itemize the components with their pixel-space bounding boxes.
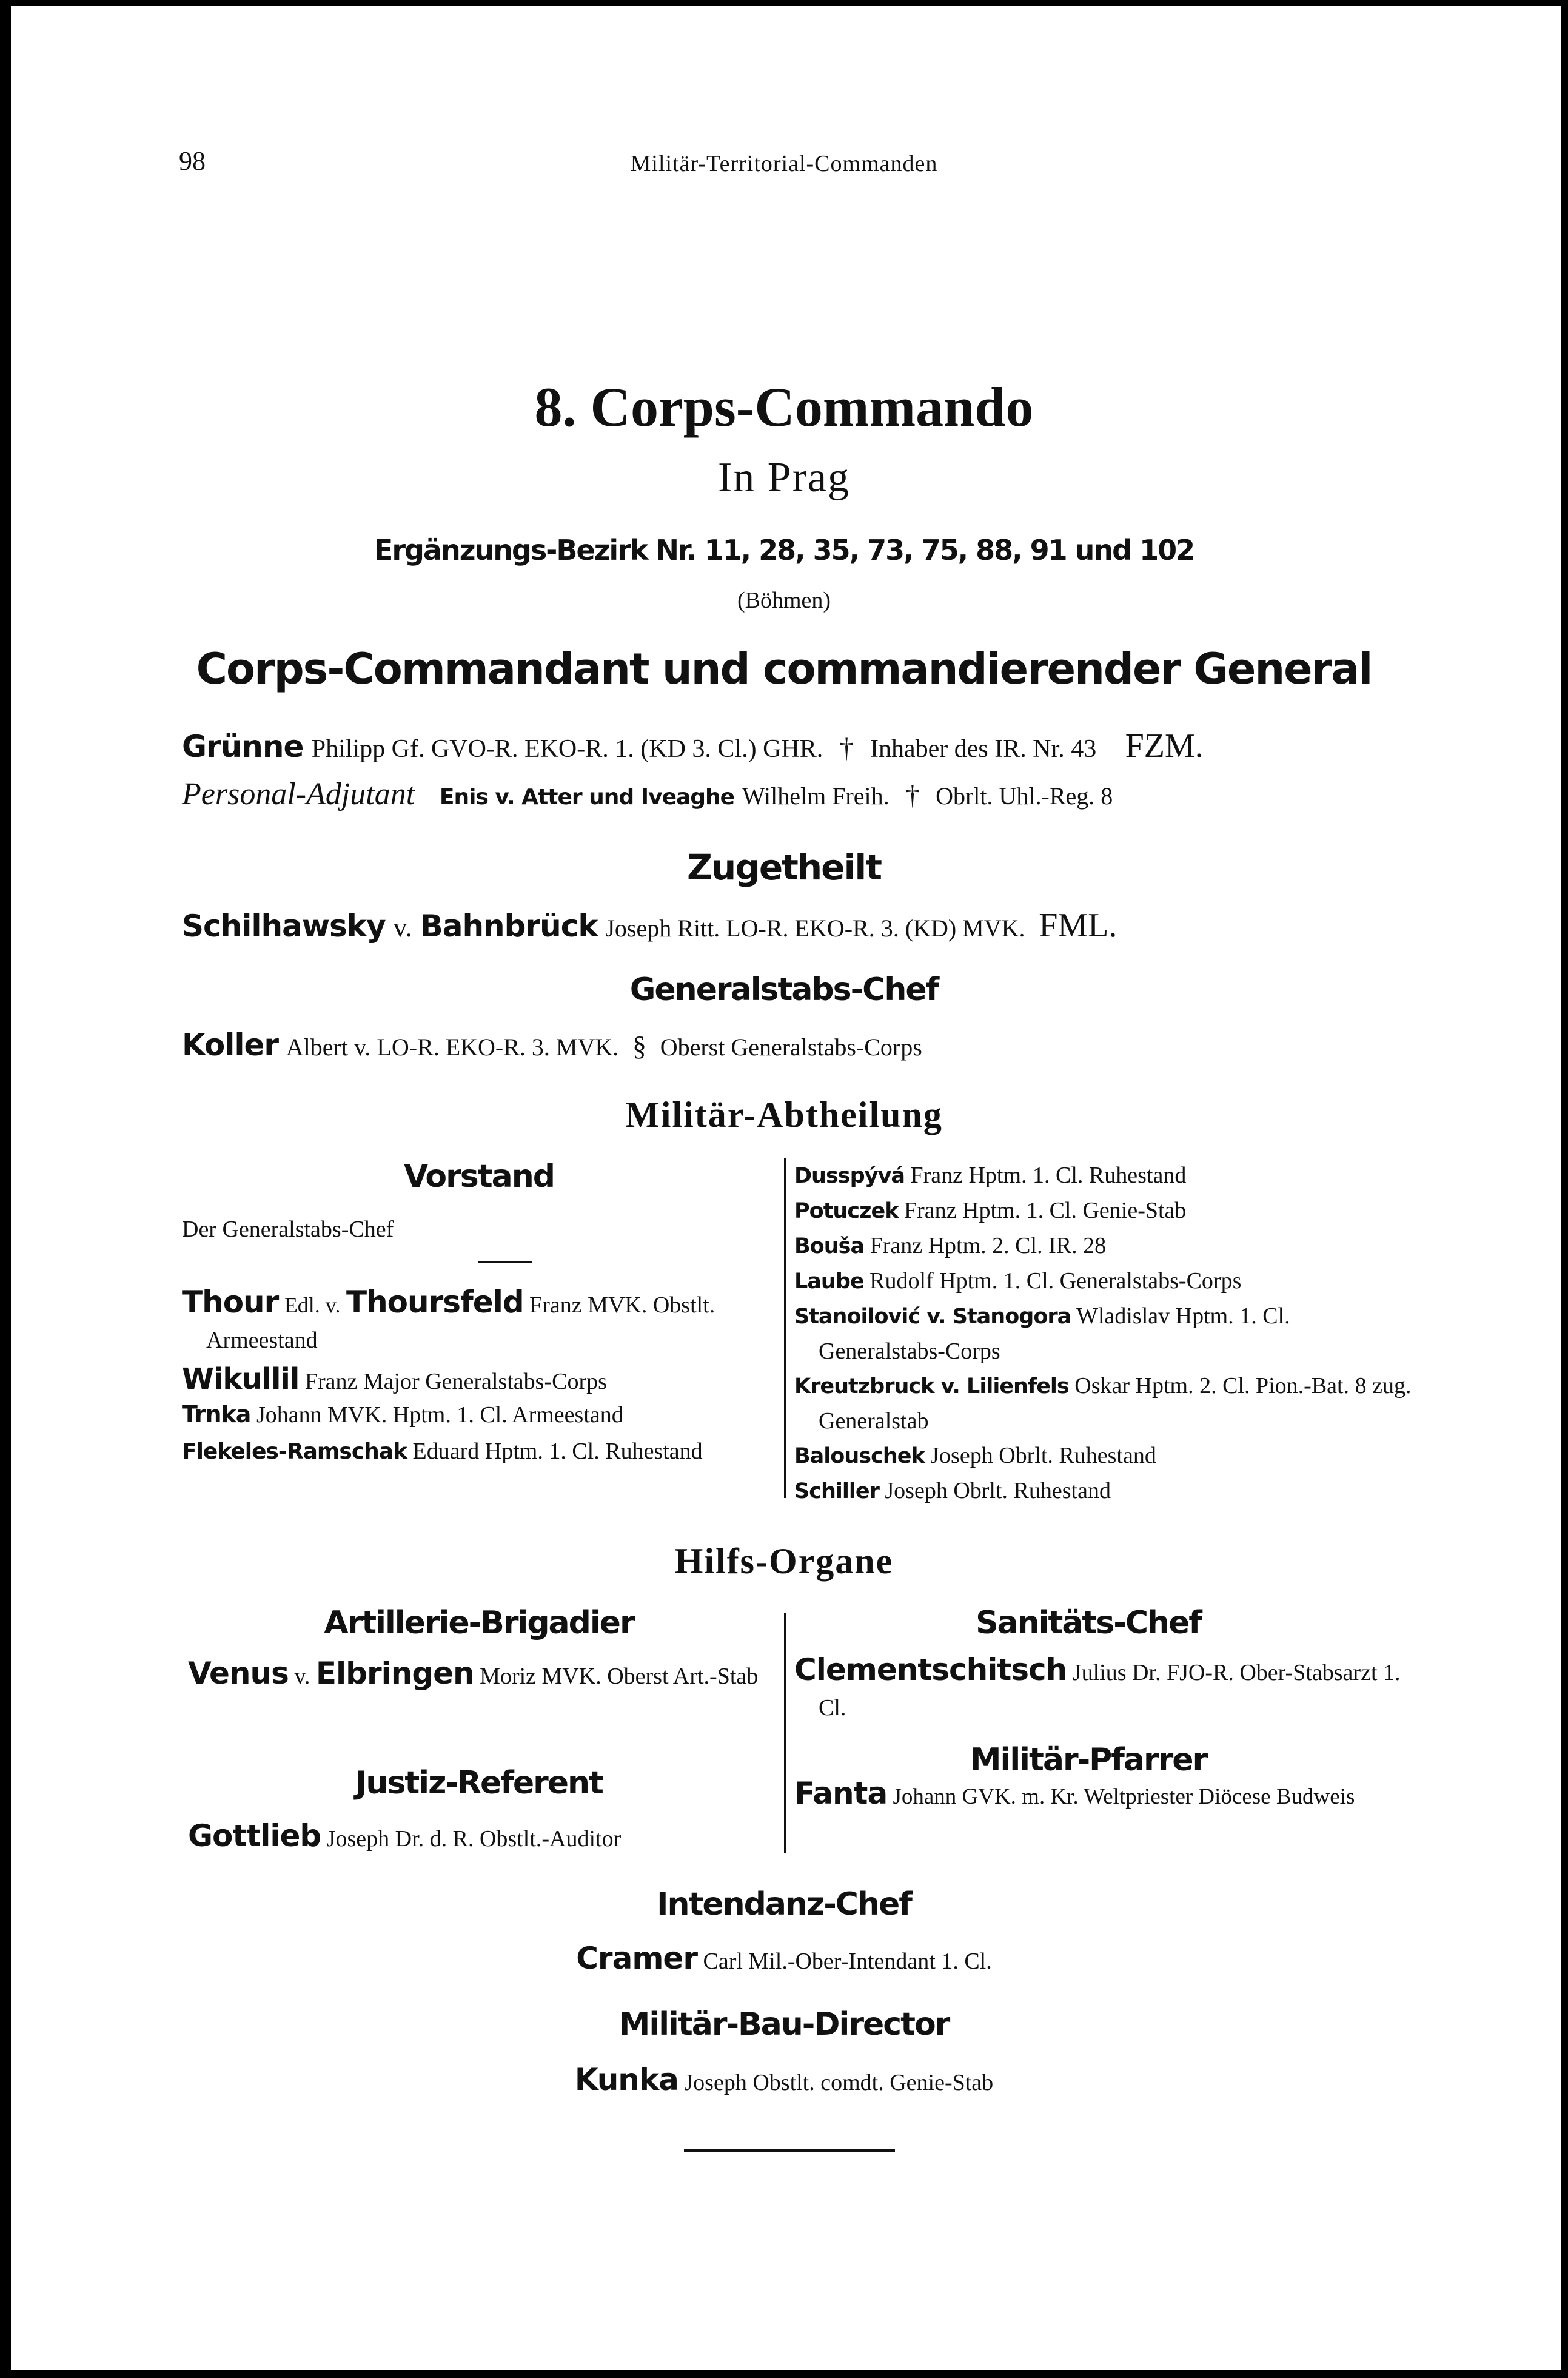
- entry-text: Franz MVK. Obstlt. Armeestand: [206, 1292, 715, 1353]
- entry-text: Rudolf Hptm. 1. Cl. Generalstabs-Corps: [869, 1268, 1242, 1294]
- intendant-entry: [0, 1941, 1568, 1976]
- commander-rank: FZM.: [1125, 727, 1204, 765]
- adjutant-entry: [182, 776, 1113, 812]
- page-title: 8. Corps-Commando: [534, 376, 1034, 438]
- entry-name: Kunka: [574, 2062, 678, 2097]
- aux-heading: Hilfs-Organe: [674, 1541, 894, 1581]
- commander-entry: [182, 727, 1204, 765]
- entry-text: Julius Dr. FJO-R. Ober-Stabsarzt 1. Cl.: [819, 1660, 1401, 1721]
- attached-details: Joseph Ritt. LO-R. EKO-R. 3. (KD) MVK.: [605, 915, 1025, 942]
- list-item: [182, 1401, 623, 1428]
- entry-name: Thour: [182, 1285, 279, 1320]
- list-item: [794, 1299, 1413, 1369]
- artillery-entry: [188, 1656, 794, 1694]
- chief-of-staff-heading: Generalstabs-Chef: [629, 972, 939, 1008]
- entry-name: Clementschitsch: [794, 1652, 1067, 1687]
- column-divider: [784, 1613, 786, 1853]
- entry-name: Cramer: [576, 1941, 697, 1976]
- adjutant-name: Enis v. Atter und Iveaghe: [439, 785, 735, 810]
- artillery-heading: Artillerie-Brigadier: [324, 1605, 634, 1641]
- chief-of-staff-name: Koller: [182, 1027, 279, 1063]
- entry-name: Wikullil: [182, 1362, 300, 1396]
- cross-icon: †: [839, 732, 854, 763]
- entry-text: Joseph Dr. d. R. Obstlt.-Auditor: [326, 1826, 622, 1852]
- entry-text: Moriz MVK. Oberst Art.-Stab: [480, 1664, 759, 1689]
- entry-name: Schiller: [794, 1479, 879, 1503]
- name-particle: Edl. v.: [284, 1293, 341, 1317]
- list-item: [182, 1434, 803, 1469]
- page-number: 98: [179, 146, 206, 176]
- justice-entry: [188, 1818, 621, 1853]
- entry-text: Franz Hptm. 1. Cl. Genie-Stab: [903, 1198, 1187, 1223]
- adjutant-label: Personal-Adjutant: [182, 777, 415, 811]
- attached-name: Schilhawsky: [182, 909, 386, 944]
- list-item: [794, 1474, 1413, 1509]
- entry-text: Carl Mil.-Ober-Intendant 1. Cl.: [703, 1949, 992, 1974]
- entry-text: Eduard Hptm. 1. Cl. Ruhestand: [412, 1439, 703, 1464]
- entry-name: Kreutzbruck v. Lilienfels: [794, 1374, 1069, 1399]
- list-item: [794, 1369, 1413, 1439]
- entry-name: Fanta: [794, 1776, 888, 1811]
- chief-of-staff-details: Albert v. LO-R. EKO-R. 3. MVK.: [286, 1033, 619, 1061]
- running-title: Militär-Territorial-Commanden: [630, 151, 938, 176]
- name-particle: v.: [393, 912, 412, 942]
- region-label: (Böhmen): [737, 588, 831, 613]
- entry-text: Joseph Obrlt. Ruhestand: [930, 1443, 1156, 1468]
- sanitary-entry: [794, 1652, 1407, 1725]
- list-item: [794, 1158, 1413, 1194]
- commander-name: Grünne: [182, 729, 304, 764]
- list-item: [794, 1229, 1413, 1264]
- entry-text: Johann GVK. m. Kr. Weltpriester Diöcese Budweis: [893, 1784, 1355, 1809]
- order-symbol-icon: §: [632, 1030, 646, 1061]
- entry-name: Laube: [794, 1269, 864, 1294]
- attached-name-2: Bahnbrück: [420, 909, 598, 944]
- entry-name: Stanoilović v. Stanogora: [794, 1305, 1071, 1329]
- cross-icon: †: [905, 779, 920, 810]
- list-item: [794, 1264, 1413, 1299]
- justice-heading: Justiz-Referent: [355, 1765, 603, 1801]
- end-divider: [684, 2149, 895, 2152]
- building-director-entry: [0, 2062, 1568, 2097]
- attached-heading: Zugetheilt: [686, 847, 882, 888]
- list-item: [182, 1362, 607, 1396]
- entry-name-2: Elbringen: [315, 1656, 474, 1691]
- divider: [478, 1261, 532, 1263]
- entry-text: Johann MVK. Hptm. 1. Cl. Armeestand: [256, 1402, 623, 1428]
- military-dept-heading: Militär-Abtheilung: [625, 1095, 943, 1135]
- entry-text: Joseph Obstlt. comdt. Genie-Stab: [684, 2070, 994, 2095]
- adjutant-details-2: Obrlt. Uhl.-Reg. 8: [936, 782, 1113, 810]
- entry-name: Flekeles-Ramschak: [182, 1439, 407, 1464]
- entry-text: Oskar Hptm. 2. Cl. Pion.-Bat. 8 zug. Generalstab: [819, 1373, 1412, 1434]
- entry-name: Dusspývá: [794, 1164, 905, 1188]
- list: [794, 1158, 1413, 1509]
- building-director-heading: Militär-Bau-Director: [618, 2006, 950, 2043]
- chaplain-entry: [794, 1776, 1407, 1815]
- commander-heading: Corps-Commandant und commandierender General: [196, 644, 1372, 694]
- column-divider: [784, 1158, 786, 1498]
- entry-name: Bouša: [794, 1234, 865, 1258]
- vorstand-text: Der Generalstabs-Chef: [182, 1217, 394, 1242]
- entry-name: Trnka: [182, 1401, 251, 1428]
- commander-details: Philipp Gf. GVO-R. EKO-R. 1. (KD 3. Cl.) GHR.: [311, 735, 823, 763]
- entry-text: Joseph Obrlt. Ruhestand: [885, 1478, 1111, 1503]
- list-item: [182, 1285, 803, 1358]
- recruitment-district: Ergänzungs-Bezirk Nr. 11, 28, 35, 73, 75, 88, 91 und 102: [374, 534, 1194, 566]
- sanitary-heading: Sanitäts-Chef: [976, 1605, 1201, 1641]
- entry-name: Potuczek: [794, 1199, 899, 1223]
- commander-details-2: Inhaber des IR. Nr. 43: [869, 735, 1097, 763]
- attached-rank: FML.: [1039, 907, 1117, 944]
- vorstand-heading: Vorstand: [404, 1158, 554, 1195]
- entry-name-2: Thoursfeld: [346, 1285, 524, 1320]
- entry-name: Gottlieb: [188, 1818, 321, 1853]
- entry-name: Balouschek: [794, 1444, 925, 1468]
- chaplain-heading: Militär-Pfarrer: [970, 1742, 1207, 1778]
- chief-of-staff-details-2: Oberst Generalstabs-Corps: [660, 1033, 922, 1061]
- entry-text: Franz Hptm. 1. Cl. Ruhestand: [910, 1163, 1187, 1188]
- chief-of-staff-entry: [182, 1027, 922, 1063]
- adjutant-details: Wilhelm Freih.: [742, 782, 890, 810]
- name-particle: v.: [294, 1664, 310, 1689]
- list-item: [794, 1439, 1413, 1474]
- entry-text: Wladislav Hptm. 1. Cl. Generalstabs-Corps: [819, 1303, 1290, 1364]
- location-subtitle: In Prag: [717, 454, 851, 501]
- entry-text: Franz Major Generalstabs-Corps: [304, 1369, 607, 1394]
- entry-text: Franz Hptm. 2. Cl. IR. 28: [869, 1233, 1107, 1258]
- entry-name: Venus: [188, 1656, 289, 1691]
- list-item: [794, 1194, 1413, 1229]
- attached-entry: [182, 906, 1117, 945]
- intendant-heading: Intendanz-Chef: [657, 1886, 911, 1923]
